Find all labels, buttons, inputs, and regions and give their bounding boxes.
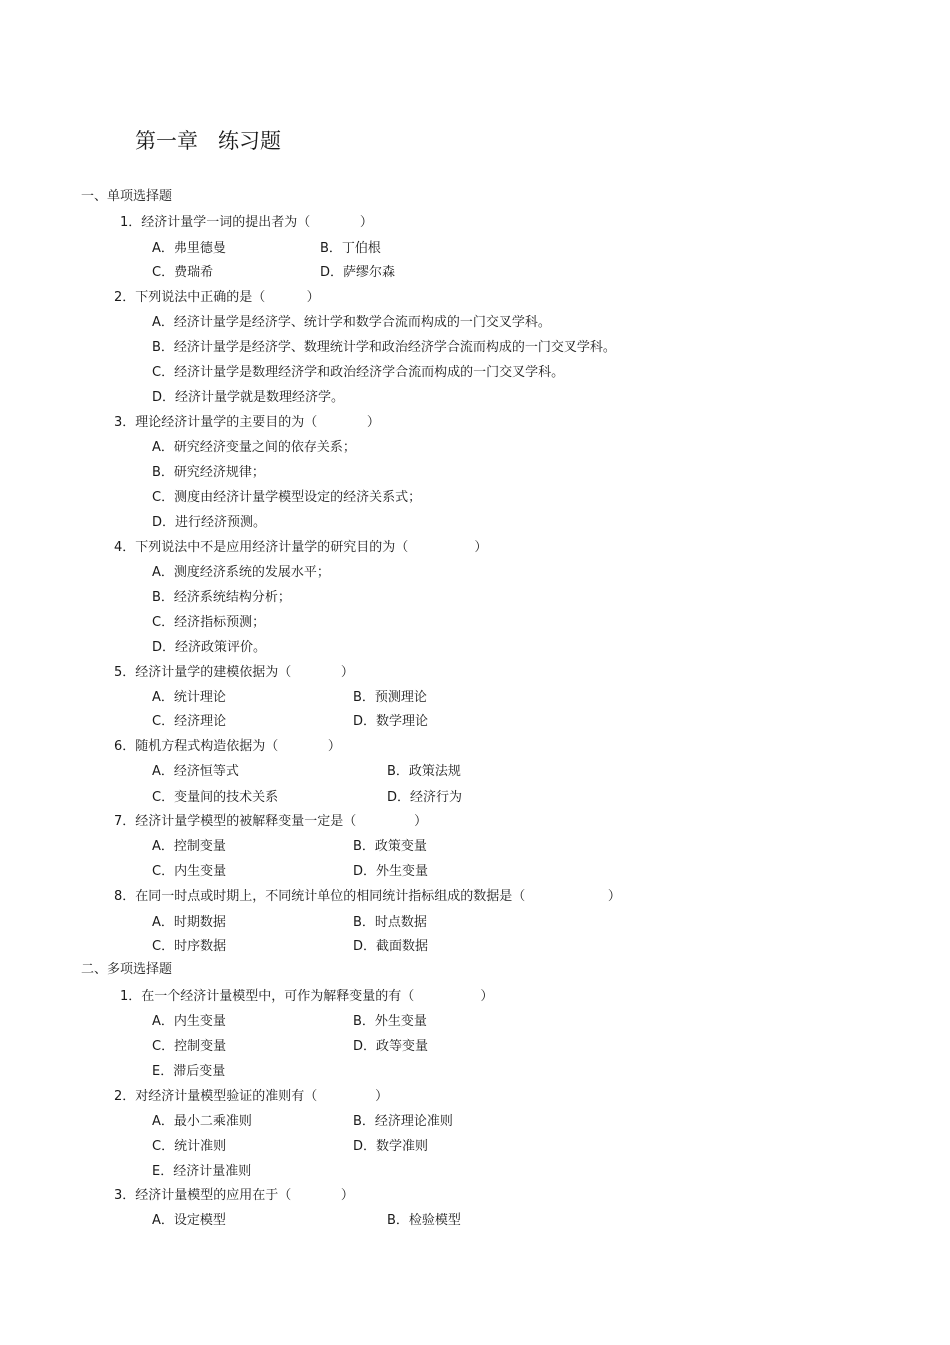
question-stem: 3．经济计量模型的应用在于（ ） — [114, 1188, 354, 1203]
option-a: A．时期数据 — [152, 915, 226, 930]
option-a: A．设定模型 — [152, 1213, 226, 1228]
option-b: B．经济系统结构分析； — [152, 590, 291, 605]
option-d: D．截面数据 — [353, 939, 429, 954]
option-a: A．内生变量 — [152, 1014, 226, 1029]
option-d: D．数学准则 — [353, 1139, 429, 1154]
option-a: A．经济计量学是经济学、统计学和数学合流而构成的一门交叉学科。 — [152, 315, 551, 330]
option-a: A．最小二乘准则 — [152, 1114, 252, 1129]
option-d: D．经济行为 — [387, 790, 463, 805]
option-b: B．政策变量 — [353, 839, 427, 854]
option-c: C．经济指标预测； — [152, 615, 266, 630]
option-b: B．预测理论 — [353, 690, 427, 705]
option-b: B．时点数据 — [353, 915, 427, 930]
option-c: C．测度由经济计量学模型设定的经济关系式； — [152, 490, 422, 505]
option-d: D．萨缪尔森 — [320, 265, 396, 280]
option-a: A．弗里德曼 — [152, 241, 226, 256]
option-d: D．经济政策评价。 — [152, 640, 267, 655]
option-a: A．测度经济系统的发展水平； — [152, 565, 330, 580]
option-b: B．研究经济规律； — [152, 465, 265, 480]
question-stem: 5．经济计量学的建模依据为（ ） — [114, 665, 354, 680]
option-a: A．控制变量 — [152, 839, 226, 854]
question-stem: 4．下列说法中不是应用经济计量学的研究目的为（ ） — [114, 540, 488, 555]
question-stem: 8．在同一时点或时期上，不同统计单位的相同统计指标组成的数据是（ ） — [114, 889, 621, 904]
section-heading-single-choice: 一、单项选择题 — [81, 189, 173, 204]
page-title: 第一章 练习题 — [135, 129, 282, 153]
option-e: E．经济计量准则 — [152, 1164, 252, 1179]
option-b: B．经济计量学是经济学、数理统计学和政治经济学合流而构成的一门交叉学科。 — [152, 340, 616, 355]
question-stem: 7．经济计量学模型的被解释变量一定是（ ） — [114, 814, 428, 829]
option-d: D．进行经济预测。 — [152, 515, 267, 530]
option-b: B．政策法规 — [387, 764, 461, 779]
option-c: C．控制变量 — [152, 1039, 227, 1054]
question-stem: 2．对经济计量模型验证的准则有（ ） — [114, 1089, 389, 1104]
option-c: C．统计准则 — [152, 1139, 227, 1154]
option-b: B．经济理论准则 — [353, 1114, 453, 1129]
option-d: D．经济计量学就是数理经济学。 — [152, 390, 345, 405]
option-d: D．外生变量 — [353, 864, 429, 879]
question-stem: 2．下列说法中正确的是（ ） — [114, 290, 320, 305]
option-a: A．研究经济变量之间的依存关系； — [152, 440, 356, 455]
option-c: C．时序数据 — [152, 939, 227, 954]
option-e: E．滞后变量 — [152, 1064, 226, 1079]
option-c: C．变量间的技术关系 — [152, 790, 279, 805]
option-c: C．经济计量学是数理经济学和政治经济学合流而构成的一门交叉学科。 — [152, 365, 565, 380]
section-heading-multiple-choice: 二、多项选择题 — [81, 962, 173, 977]
question-stem: 3．理论经济计量学的主要目的为（ ） — [114, 415, 380, 430]
question-stem: 6．随机方程式构造依据为（ ） — [114, 739, 341, 754]
option-c: C．经济理论 — [152, 714, 227, 729]
question-stem: 1．经济计量学一词的提出者为（ ） — [120, 215, 373, 230]
option-a: A．统计理论 — [152, 690, 226, 705]
option-c: C．费瑞希 — [152, 265, 214, 280]
question-stem: 1．在一个经济计量模型中，可作为解释变量的有（ ） — [120, 989, 494, 1004]
option-d: D．数学理论 — [353, 714, 429, 729]
option-b: B．丁伯根 — [320, 241, 381, 256]
option-b: B．外生变量 — [353, 1014, 427, 1029]
option-a: A．经济恒等式 — [152, 764, 239, 779]
option-c: C．内生变量 — [152, 864, 227, 879]
option-d: D．政等变量 — [353, 1039, 429, 1054]
option-b: B．检验模型 — [387, 1213, 461, 1228]
